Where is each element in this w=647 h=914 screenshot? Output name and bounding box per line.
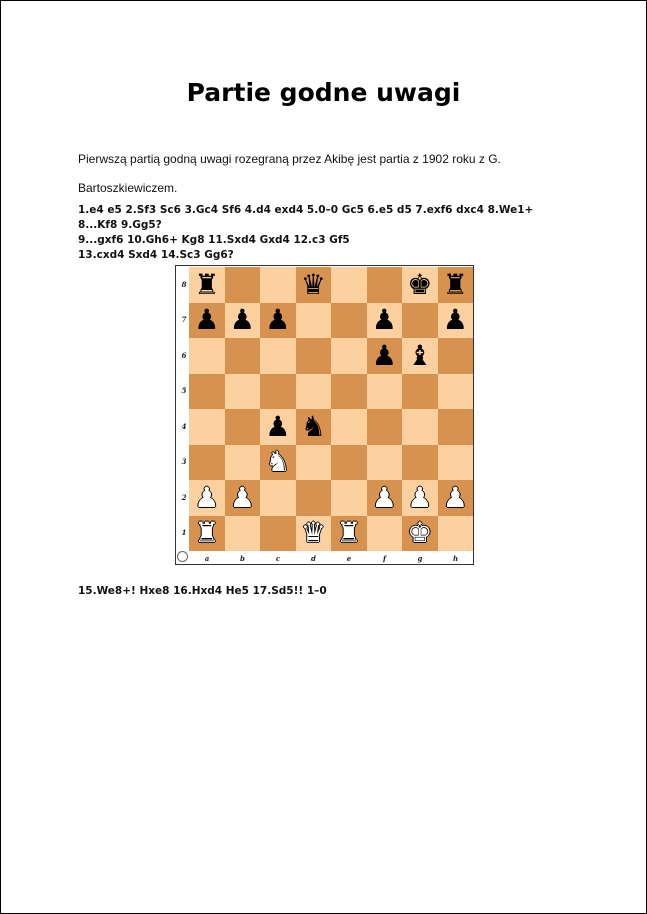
white-king-icon: ♚ bbox=[407, 516, 433, 550]
white-rook-icon: ♜ bbox=[336, 516, 362, 550]
move-line: 1.e4 e5 2.Sf3 Sc6 3.Gc4 Sf6 4.d4 exd4 5.0–0 Gc5 6.e5 d5 7.exf6 dxc4 8.We1+ bbox=[78, 204, 534, 216]
file-label: a bbox=[204, 554, 210, 563]
file-label: d bbox=[311, 554, 316, 563]
square-e6 bbox=[331, 338, 367, 374]
square-d3 bbox=[296, 445, 332, 481]
rank-label: 1 bbox=[181, 528, 187, 538]
black-pawn-icon: ♟ bbox=[194, 303, 220, 337]
black-pawn-icon: ♟ bbox=[371, 338, 397, 372]
square-g2 bbox=[402, 480, 438, 516]
black-pawn-icon: ♟ bbox=[442, 303, 468, 337]
square-b2 bbox=[225, 480, 261, 516]
square-f5 bbox=[367, 374, 403, 410]
square-e7 bbox=[331, 303, 367, 339]
square-h4 bbox=[438, 409, 474, 445]
side-to-move-indicator bbox=[177, 551, 188, 562]
square-a8 bbox=[189, 267, 225, 303]
file-label: g bbox=[417, 554, 423, 563]
square-b8 bbox=[225, 267, 261, 303]
page-title: Partie godne uwagi bbox=[186, 78, 461, 107]
rank-label: 2 bbox=[181, 492, 187, 502]
black-pawn-icon: ♟ bbox=[265, 409, 291, 443]
move-line: 9...gxf6 10.Gh6+ Kg8 11.Sxd4 Gxd4 12.c3 Gf5 bbox=[78, 234, 350, 246]
square-g8 bbox=[402, 267, 438, 303]
square-e2 bbox=[331, 480, 367, 516]
move-line: 8...Kf8 9.Gg5? bbox=[78, 219, 162, 231]
square-f6 bbox=[367, 338, 403, 374]
square-b6 bbox=[225, 338, 261, 374]
file-label: f bbox=[382, 554, 386, 563]
rank-label: 5 bbox=[181, 386, 187, 396]
square-g6 bbox=[402, 338, 438, 374]
square-a6 bbox=[189, 338, 225, 374]
white-pawn-icon: ♟ bbox=[229, 480, 255, 514]
square-g7 bbox=[402, 303, 438, 339]
file-label: b bbox=[240, 554, 245, 563]
black-knight-icon: ♞ bbox=[300, 409, 326, 443]
square-g1 bbox=[402, 516, 438, 552]
square-f1 bbox=[367, 516, 403, 552]
square-c6 bbox=[260, 338, 296, 374]
black-pawn-icon: ♟ bbox=[229, 303, 255, 337]
black-queen-icon: ♛ bbox=[300, 267, 326, 301]
square-c8 bbox=[260, 267, 296, 303]
square-d1 bbox=[296, 516, 332, 552]
rank-label: 7 bbox=[181, 315, 187, 325]
square-e4 bbox=[331, 409, 367, 445]
square-a1 bbox=[189, 516, 225, 552]
white-pawn-icon: ♟ bbox=[371, 480, 397, 514]
square-d7 bbox=[296, 303, 332, 339]
square-e3 bbox=[331, 445, 367, 481]
white-queen-icon: ♛ bbox=[300, 516, 326, 550]
square-e5 bbox=[331, 374, 367, 410]
white-knight-icon: ♞ bbox=[265, 445, 291, 479]
black-king-icon: ♚ bbox=[407, 267, 433, 301]
rank-label: 3 bbox=[181, 457, 187, 467]
square-b3 bbox=[225, 445, 261, 481]
square-h8 bbox=[438, 267, 474, 303]
black-pawn-icon: ♟ bbox=[265, 303, 291, 337]
square-b5 bbox=[225, 374, 261, 410]
intro-paragraph bbox=[78, 145, 548, 203]
move-list bbox=[78, 203, 548, 263]
white-rook-icon: ♜ bbox=[194, 516, 220, 550]
black-bishop-icon: ♝ bbox=[407, 338, 433, 372]
intro-line: Bartoszkiewiczem. bbox=[78, 181, 178, 195]
square-c7 bbox=[260, 303, 296, 339]
square-c1 bbox=[260, 516, 296, 552]
chess-board bbox=[189, 267, 473, 551]
square-f4 bbox=[367, 409, 403, 445]
black-rook-icon: ♜ bbox=[442, 267, 468, 301]
square-f7 bbox=[367, 303, 403, 339]
file-label: h bbox=[452, 554, 459, 563]
white-pawn-icon: ♟ bbox=[442, 480, 468, 514]
square-f8 bbox=[367, 267, 403, 303]
white-pawn-icon: ♟ bbox=[407, 480, 433, 514]
square-h5 bbox=[438, 374, 474, 410]
square-a5 bbox=[189, 374, 225, 410]
square-f3 bbox=[367, 445, 403, 481]
file-label: c bbox=[275, 554, 281, 563]
square-f2 bbox=[367, 480, 403, 516]
square-d5 bbox=[296, 374, 332, 410]
square-b4 bbox=[225, 409, 261, 445]
final-moves: 15.We8+! Hxe8 16.Hxd4 He5 17.Sd5!! 1–0 bbox=[78, 585, 327, 597]
square-c5 bbox=[260, 374, 296, 410]
square-h7 bbox=[438, 303, 474, 339]
rank-label: 4 bbox=[181, 421, 187, 431]
square-h3 bbox=[438, 445, 474, 481]
square-a4 bbox=[189, 409, 225, 445]
file-label: e bbox=[346, 554, 352, 563]
intro-line: Pierwszą partią godną uwagi rozegraną przez Akibę jest partia z 1902 roku z G. bbox=[78, 152, 501, 166]
rank-label: 6 bbox=[181, 350, 187, 360]
move-line: 13.cxd4 Sxd4 14.Sc3 Gg6? bbox=[78, 249, 234, 261]
square-d6 bbox=[296, 338, 332, 374]
square-a3 bbox=[189, 445, 225, 481]
square-e1 bbox=[331, 516, 367, 552]
square-g4 bbox=[402, 409, 438, 445]
square-c3 bbox=[260, 445, 296, 481]
square-h6 bbox=[438, 338, 474, 374]
chess-diagram bbox=[175, 265, 474, 565]
square-d4 bbox=[296, 409, 332, 445]
rank-label: 8 bbox=[181, 279, 187, 289]
square-c4 bbox=[260, 409, 296, 445]
square-d2 bbox=[296, 480, 332, 516]
square-a2 bbox=[189, 480, 225, 516]
square-g5 bbox=[402, 374, 438, 410]
square-g3 bbox=[402, 445, 438, 481]
square-h1 bbox=[438, 516, 474, 552]
black-pawn-icon: ♟ bbox=[371, 303, 397, 337]
black-rook-icon: ♜ bbox=[194, 267, 220, 301]
square-c2 bbox=[260, 480, 296, 516]
square-b1 bbox=[225, 516, 261, 552]
square-b7 bbox=[225, 303, 261, 339]
square-a7 bbox=[189, 303, 225, 339]
square-e8 bbox=[331, 267, 367, 303]
square-d8 bbox=[296, 267, 332, 303]
white-pawn-icon: ♟ bbox=[194, 480, 220, 514]
square-h2 bbox=[438, 480, 474, 516]
